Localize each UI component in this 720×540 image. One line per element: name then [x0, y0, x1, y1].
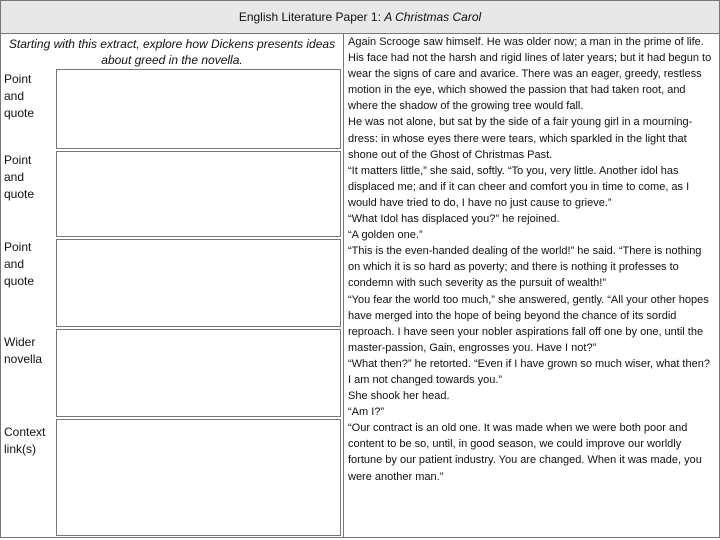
extract-paragraph: “A golden one.” — [348, 229, 423, 242]
novel-extract — [348, 34, 714, 485]
row-label-point-1: Point and quote — [4, 72, 35, 120]
extract-paragraph: “Am I?” — [348, 406, 385, 419]
answer-box-point-3[interactable] — [56, 239, 341, 327]
answer-box-wider-novella[interactable] — [56, 329, 341, 417]
title-prefix: English Literature Paper 1: — [238, 10, 381, 24]
extract-paragraph: “This is the even-handed dealing of the world!” he said. “There is nothing on which it is so hard as poverty; and there is nothing it professes to condemn with such severity as the pursuit of wealth!” — [348, 245, 702, 290]
row-label-context: Context link(s) — [4, 425, 46, 456]
worksheet-title — [0, 0, 720, 34]
answer-box-context[interactable] — [56, 419, 341, 536]
extract-paragraph: “It matters little,” she said, softly. “To you, very little. Another idol has displaced me; and if it can cheer and comfort you in time to come, as I would have tried to do, I have no just cause to grieve.” — [348, 164, 690, 209]
extract-panel — [343, 33, 720, 538]
exam-question: Starting with this extract, explore how Dickens presents ideas about greed in the novella. — [8, 37, 336, 67]
extract-paragraph: “What then?” he retorted. “Even if I have grown so much wiser, what then? I am not changed towards you.” — [348, 357, 710, 386]
row-label-wider-novella: Wider novella — [4, 335, 43, 366]
row-label-point-3: Point and quote — [4, 240, 35, 288]
row-label-point-2: Point and quote — [4, 153, 35, 201]
title-book-name: A Christmas Carol — [384, 10, 482, 24]
extract-paragraph: “You fear the world too much,” she answered, gently. “All your other hopes have merged into the hope of being beyond the chance of its sordid reproach. I have seen your nobler aspirations fall off one by one, until the master-passion, Gain, engrosses you. Have I not?” — [348, 293, 709, 354]
response-panel — [0, 33, 344, 538]
answer-box-point-2[interactable] — [56, 151, 341, 237]
extract-paragraph: He was not alone, but sat by the side of a fair young girl in a mourning-dress: in whose eyes there were tears, which sparkled in the light that shone out of the Ghost of Christmas Past. — [348, 116, 693, 161]
extract-paragraph: “What Idol has displaced you?” he rejoined. — [348, 213, 560, 226]
answer-box-point-1[interactable] — [56, 69, 341, 149]
extract-paragraph: Again Scrooge saw himself. He was older now; a man in the prime of life. His face had not the harsh and rigid lines of later years; but it had begun to wear the signs of care and avarice. There was an eager, greedy, restless motion in the eye, which showed the passion that had taken root, and where the shadow of the growing tree would fall. — [348, 36, 712, 113]
extract-paragraph: “Our contract is an old one. It was made when we were both poor and content to be so, until, in good season, we could improve our worldly fortune by our patient industry. You are changed. When it was made, you were another man.” — [348, 422, 702, 483]
extract-paragraph: She shook her head. — [348, 390, 450, 403]
